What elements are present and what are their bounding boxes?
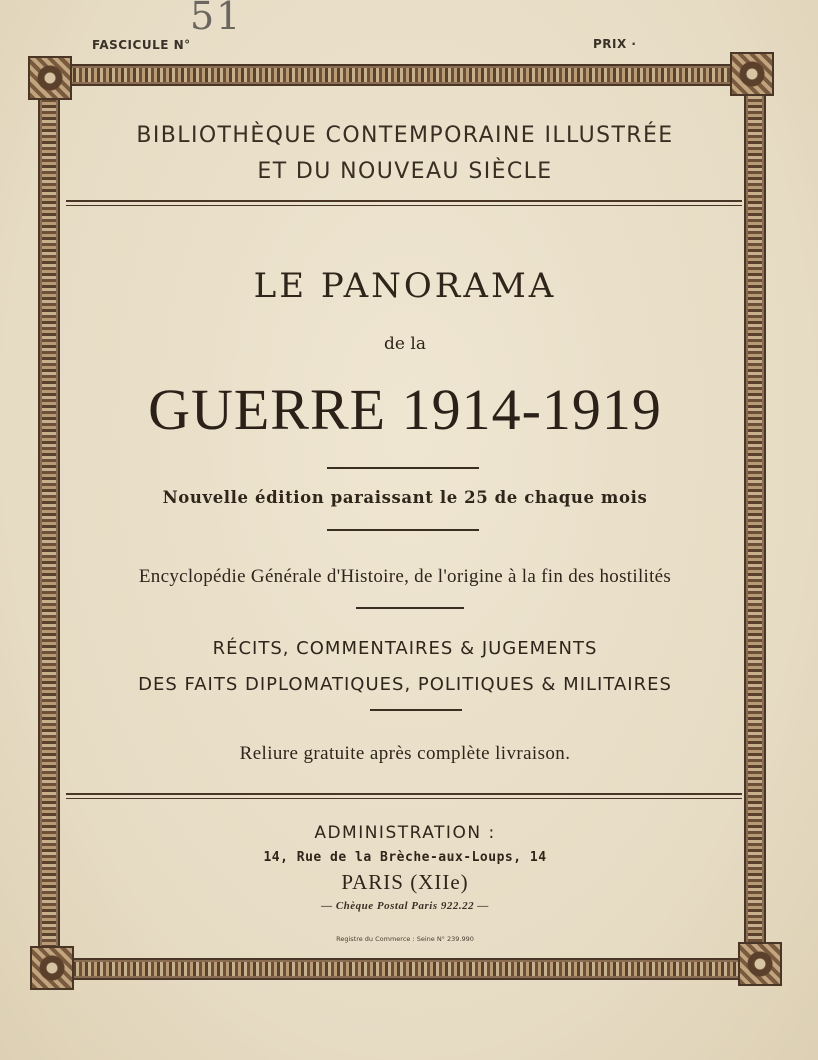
rule-upper	[66, 200, 742, 202]
divider-2	[327, 529, 479, 531]
title-panorama: LE PANORAMA	[253, 266, 557, 306]
encyclopedia-line: Encyclopédie Générale d'Histoire, de l'origine à la fin des hostilités	[138, 566, 672, 587]
edition-note: Nouvelle édition paraissant le 25 de chaque mois	[162, 488, 648, 507]
corner-ornament-bottom-left	[30, 946, 74, 990]
border-left	[38, 96, 60, 954]
rule-lower-2	[66, 798, 742, 799]
title-connector: de la	[384, 334, 426, 354]
prix-label: PRIX ·	[593, 37, 637, 51]
subjects-line-1: RÉCITS, COMMENTAIRES & JUGEMENTS	[212, 638, 598, 659]
binding-note: Reliure gratuite après complète livraison.	[239, 743, 571, 764]
corner-ornament-bottom-right	[738, 942, 782, 986]
border-top	[52, 64, 752, 86]
title-guerre: GUERRE 1914-1919	[148, 377, 662, 442]
divider-4	[370, 709, 462, 711]
border-right	[744, 96, 766, 946]
fascicule-label: FASCICULE N°	[92, 38, 191, 52]
subjects	[62, 631, 748, 703]
rule-lower	[66, 793, 742, 795]
administration-city: PARIS (XIIe)	[341, 870, 469, 894]
rule-upper-2	[66, 205, 742, 206]
series-title	[62, 118, 748, 190]
divider-3	[356, 607, 464, 609]
series-line-1: BIBLIOTHÈQUE CONTEMPORAINE ILLUSTRÉE	[136, 123, 674, 148]
postal-check: — Chèque Postal Paris 922.22 —	[321, 900, 489, 912]
subjects-line-2: DES FAITS DIPLOMATIQUES, POLITIQUES & MILITAIRES	[138, 674, 672, 695]
commerce-registry: Registre du Commerce : Seine N° 239.990	[336, 935, 474, 943]
administration-street: 14, Rue de la Brèche-aux-Loups, 14	[263, 850, 547, 865]
corner-ornament-top-left	[28, 56, 72, 100]
corner-ornament-top-right	[730, 52, 774, 96]
border-bottom	[52, 958, 762, 980]
administration-heading: ADMINISTRATION :	[314, 823, 496, 843]
series-line-2: ET DU NOUVEAU SIÈCLE	[257, 159, 553, 184]
handwritten-number: 51	[190, 0, 243, 38]
divider-1	[327, 467, 479, 469]
